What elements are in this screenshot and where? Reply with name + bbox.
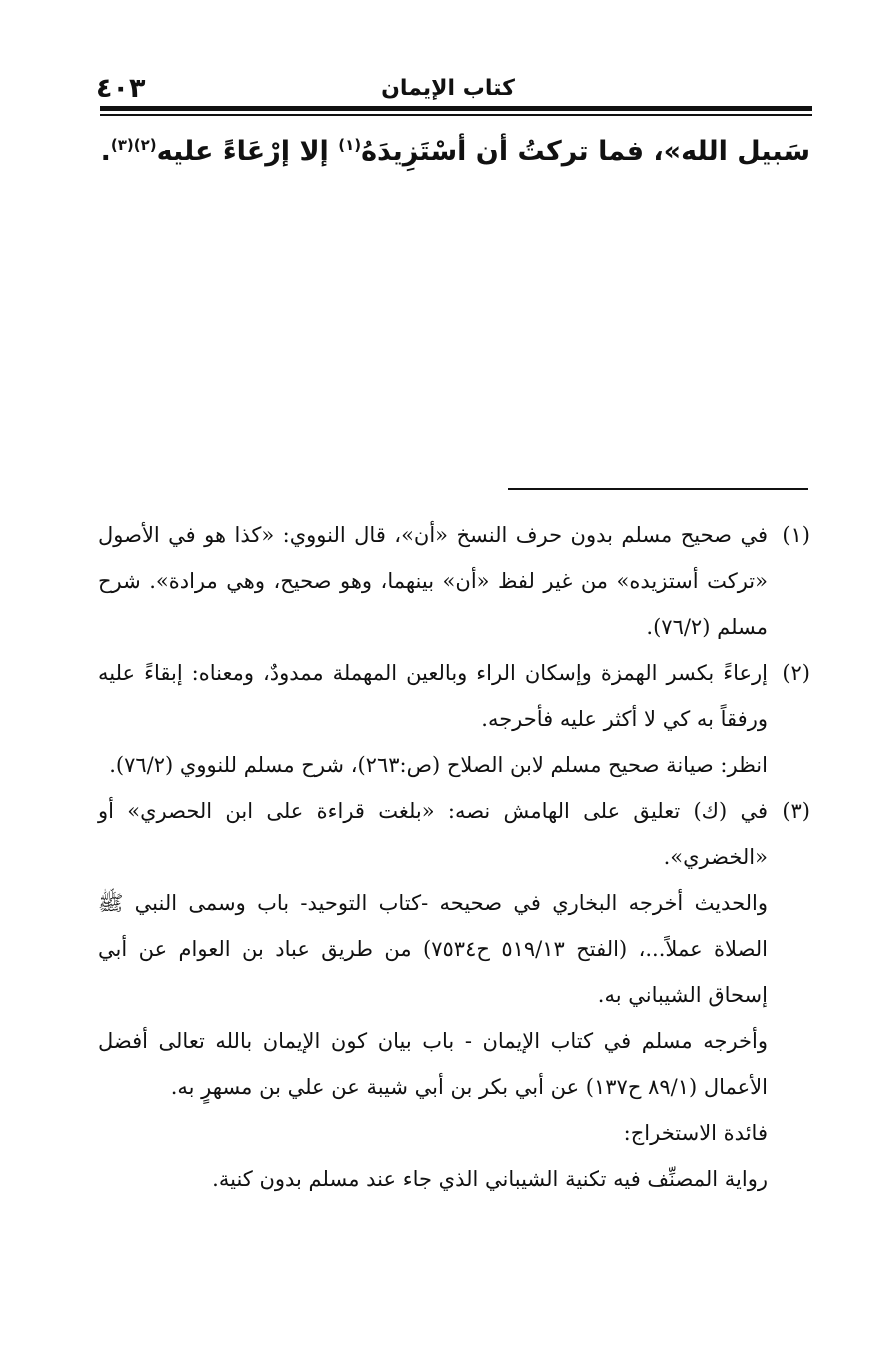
footnote-paragraph: والحديث أخرجه البخاري في صحيحه -كتاب التوحيد- باب وسمى النبي ﷺ الصلاة عملاً...، (الفتح ٥١٩/١٣ ح٧٥٣٤) من طريق عباد بن العوام عن أبي إسحاق الشيباني به.	[98, 891, 769, 1007]
footnote-paragraph: انظر: صيانة صحيح مسلم لابن الصلاح (ص:٢٦٣)، شرح مسلم للنووي (٧٦/٢).	[109, 753, 768, 777]
header-rule-thin	[100, 114, 812, 116]
footnote-paragraph: وأخرجه مسلم في كتاب الإيمان - باب بيان كون الإيمان بالله تعالى أفضل الأعمال (٨٩/١ ح١٣٧) عن أبي بكر بن أبي شيبة عن علي بن مسهرٍ به.	[98, 1029, 768, 1099]
footnote-3	[98, 788, 810, 1202]
header-rule-thick	[100, 106, 812, 111]
footnote-number: (١)	[782, 523, 810, 547]
footnote-paragraph: فائدة الاستخراج:	[623, 1121, 768, 1145]
footnote-ref-3: (٣)	[110, 136, 134, 154]
footnote-2	[98, 650, 810, 788]
main-text	[98, 124, 810, 180]
footnote-paragraph: في صحيح مسلم بدون حرف النسخ «أن»، قال النووي: «كذا هو في الأصول «تركت أستزيده» من غير لفظ «أن» بينهما، وهو صحيح، وهي مرادة». شرح مسلم (٧٦/٢).	[98, 523, 768, 639]
footnote-ref-1: (١)	[338, 136, 362, 154]
main-text-part2: إلا إرْعَاءً عليه	[156, 136, 339, 167]
footnote-paragraph: في (ك) تعليق على الهامش نصه: «بلغت قراءة على ابن الحصري» أو «الخضري».	[98, 799, 768, 869]
footnote-paragraph: رواية المصنِّف فيه تكنية الشيباني الذي جاء عند مسلم بدون كنية.	[212, 1167, 768, 1191]
footnote-ref-2: (٢)	[133, 136, 157, 154]
main-text-end: .	[100, 136, 111, 167]
running-title: كتاب الإيمان	[381, 76, 515, 101]
footnote-body	[98, 650, 768, 788]
page-number: ٤٠٣	[96, 73, 146, 104]
footnotes	[98, 512, 810, 1202]
footnote-1	[98, 512, 810, 650]
footnote-body	[98, 788, 768, 1202]
footnote-number: (٢)	[782, 661, 810, 685]
main-text-part1: سَبيل الله»، فما تركتُ أن أسْتَزِيدَهُ	[361, 136, 810, 167]
footnote-body	[98, 512, 768, 650]
footnote-number: (٣)	[782, 799, 810, 823]
footnote-paragraph: إرعاءً بكسر الهمزة وإسكان الراء وبالعين المهملة ممدودٌ، ومعناه: إبقاءً عليه ورفقاً به كي لا أكثر عليه فأحرجه.	[98, 661, 768, 731]
footnote-separator	[508, 488, 808, 490]
